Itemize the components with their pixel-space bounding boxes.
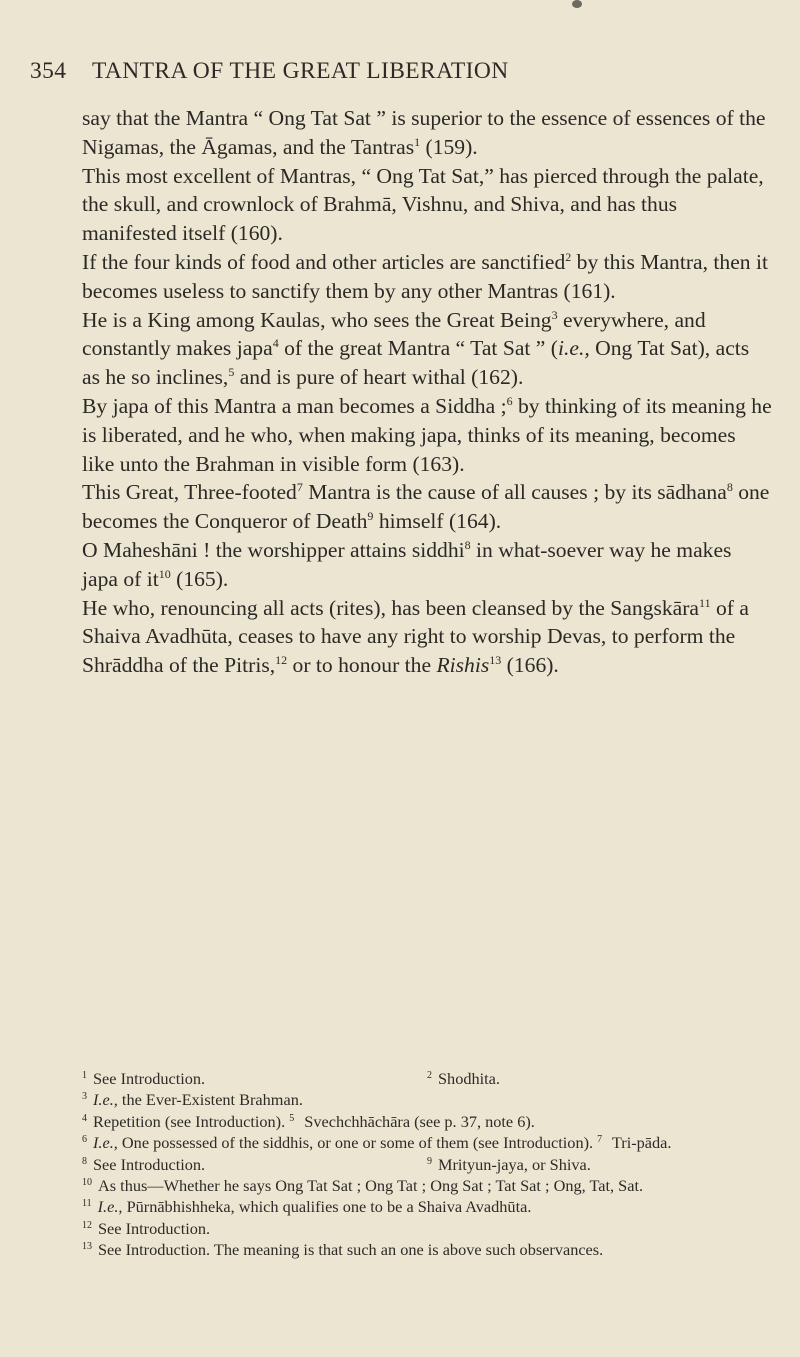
- footnote: [82, 1154, 427, 1175]
- footnote-number: 4: [82, 1112, 87, 1124]
- verse-text: of the great Mantra “ Tat Sat ” (: [278, 336, 558, 361]
- footnote-text: See Introduction.: [93, 1154, 206, 1174]
- footnote-text: the Ever-Existent Brahman.: [117, 1090, 303, 1110]
- footnote-number: 3: [82, 1091, 87, 1103]
- verse-italic: Rishis: [436, 653, 490, 678]
- page-number: 354: [30, 58, 67, 84]
- verse-text: Ong Tat Sat), acts as he so inclines,: [82, 336, 750, 390]
- verse-paragraph: [82, 536, 772, 594]
- footnote-marker: 13: [489, 653, 502, 668]
- footnote-text: Pūrnābhishheka, which qualifies one to be a Shaiva Avadhūta.: [122, 1197, 532, 1217]
- footnote-marker: 7: [296, 480, 303, 495]
- verse-paragraph: [82, 104, 772, 162]
- footnote-marker: 3: [551, 307, 558, 322]
- verse-text: of a Shaiva Avadhūta, ceases to have any right to worship Devas, to perform the Shrāddha of the Pitris,: [82, 595, 749, 678]
- ink-speck: [572, 0, 582, 8]
- footnote-number: 10: [82, 1177, 92, 1189]
- footnote-italic: I.e.,: [93, 1090, 118, 1110]
- footnote-number: 8: [82, 1155, 87, 1167]
- footnote-italic: I.e.,: [93, 1133, 118, 1153]
- main-text: [82, 104, 772, 680]
- verse-text: This most excellent of Mantras, “ Ong Tat Sat,” has pierced through the palate, the skull, and crownlock of Brahmā, Vishnu, and Shiva, and has thus manifested itself (160).: [82, 163, 764, 246]
- footnote: [82, 1239, 772, 1260]
- footnote: [82, 1132, 772, 1153]
- footnote-italic: I.e.,: [97, 1197, 123, 1217]
- footnote-marker: 6: [506, 393, 513, 408]
- verse-text: by this Mantra, then it becomes useless to sanctify them by any other Mantras (161).: [82, 249, 768, 303]
- footnote-text: Mrityun-jaya, or Shiva.: [438, 1154, 591, 1174]
- footnote-number: 1: [82, 1070, 87, 1081]
- footnote-text: As thus—Whether he says Ong Tat Sat ; Ong Tat ; Ong Sat ; Tat Sat ; Ong, Tat, Sat.: [98, 1176, 644, 1196]
- footnote-marker: 8: [726, 480, 733, 495]
- verse-text: by thinking of its meaning he is liberated, and he who, when making japa, thinks of its meaning, becomes like unto the Brahman in visible form (163).: [82, 393, 772, 476]
- footnote-number: 12: [82, 1219, 92, 1231]
- footnote-text: One possessed of the siddhis, or one or some of them (see Introduction).: [117, 1133, 598, 1153]
- footnote-marker: 5: [228, 365, 235, 380]
- footnote: [82, 1068, 427, 1089]
- footnote: [427, 1154, 772, 1175]
- verse-text: himself (164).: [373, 509, 502, 534]
- footnote-number: 13: [82, 1241, 92, 1253]
- footnote: [82, 1175, 772, 1196]
- footnote-text: Svechchhāchāra (see p. 37, note 6).: [300, 1111, 535, 1131]
- footnote-number: 2: [427, 1070, 432, 1081]
- footnote-marker: 9: [367, 509, 374, 524]
- verse-italic: i.e.,: [557, 336, 590, 361]
- verse-text: If the four kinds of food and other articles are sanctified: [82, 249, 566, 274]
- footnote-pair: [82, 1154, 772, 1175]
- footnote-marker: 11: [699, 595, 711, 610]
- verse-text: This Great, Three-footed: [82, 480, 297, 505]
- footnote-number: 6: [82, 1134, 87, 1146]
- footnote: [82, 1089, 772, 1110]
- footnote: [82, 1111, 772, 1132]
- footnote-text: Repetition (see Introduction).: [93, 1111, 290, 1131]
- verse-text: O Maheshāni ! the worshipper attains siddhi: [82, 537, 465, 562]
- verse-text: He who, renouncing all acts (rites), has been cleansed by the Sangskāra: [82, 595, 700, 620]
- footnote-marker: 5: [289, 1112, 295, 1124]
- footnote: [82, 1218, 772, 1239]
- footnote-number: 9: [427, 1155, 432, 1167]
- verse-paragraph: [82, 392, 772, 478]
- verse-text: say that the Mantra “ Ong Tat Sat ” is superior to the essence of essences of the Nigamas, the Āgamas, and the Tantras: [82, 106, 766, 159]
- footnote-marker: 10: [158, 566, 171, 581]
- verse-paragraph: [82, 162, 772, 248]
- footnote-number: 11: [82, 1198, 92, 1210]
- footnote-text: See Introduction.: [98, 1218, 211, 1238]
- verse-text: and is pure of heart withal (162).: [234, 365, 524, 390]
- verse-text: one becomes the Conqueror of Death: [82, 480, 770, 534]
- verse-text: or to honour the: [287, 653, 437, 678]
- footnote-text: See Introduction. The meaning is that such an one is above such observances.: [98, 1240, 604, 1260]
- footnote: [82, 1196, 772, 1217]
- page-header: [30, 58, 770, 85]
- verse-text: Mantra is the cause of all causes ; by its sādhana: [302, 480, 727, 505]
- verse-text: (166).: [501, 653, 559, 678]
- verse-paragraph: [82, 478, 772, 536]
- verse-text: (159).: [420, 134, 478, 159]
- verse-paragraph: [82, 248, 772, 306]
- footnote-marker: 8: [464, 537, 471, 552]
- verse-paragraph: [82, 306, 772, 392]
- footnote-text: Shodhita.: [438, 1069, 500, 1088]
- running-title: TANTRA OF THE GREAT LIBERATION: [92, 58, 509, 84]
- footnote-marker: 7: [597, 1134, 603, 1146]
- footnotes: [82, 1068, 772, 1261]
- footnote-marker: 1: [414, 134, 421, 149]
- footnote-text: Tri-pāda.: [608, 1133, 672, 1153]
- verse-text: everywhere, and constantly makes japa: [82, 307, 706, 361]
- verse-text: He is a King among Kaulas, who sees the Great Being: [82, 307, 552, 332]
- footnote-marker: 2: [565, 249, 572, 264]
- verse-text: in what-soever way he makes japa of it: [82, 537, 732, 591]
- footnote-text: See Introduction.: [93, 1069, 206, 1088]
- footnote-marker: 12: [275, 653, 288, 668]
- footnote: [427, 1068, 772, 1089]
- footnote-pair: [82, 1068, 772, 1089]
- verse-text: (165).: [170, 566, 229, 591]
- verse-paragraph: [82, 594, 772, 680]
- footnote-marker: 4: [272, 336, 279, 351]
- verse-text: By japa of this Mantra a man becomes a Siddha ;: [82, 393, 507, 418]
